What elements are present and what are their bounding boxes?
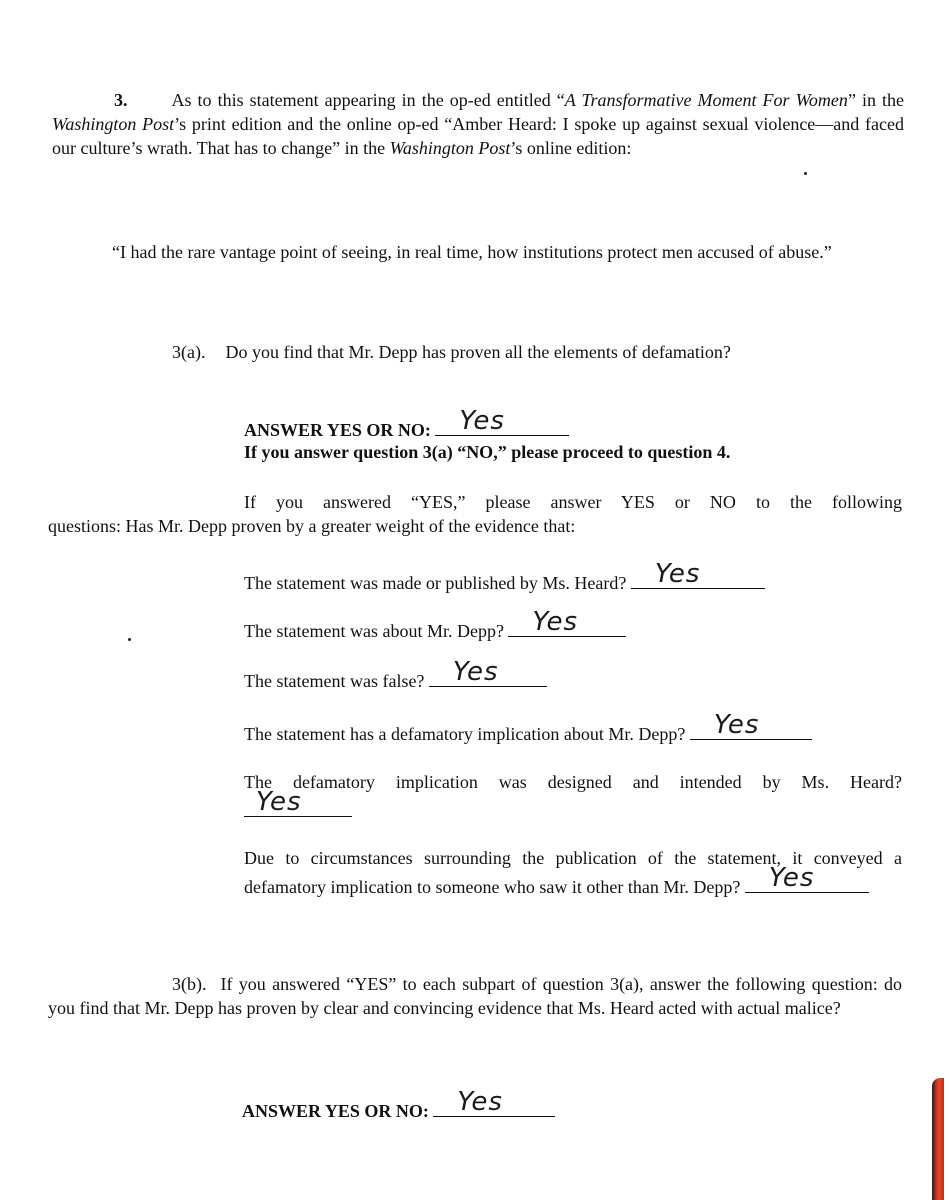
question-3a-label: 3(a). <box>172 342 206 362</box>
washington-post-name: Washington Post <box>389 138 511 158</box>
question-3b-text: If you answered “YES” to each subpart of question 3(a), answer the following question: do you find that Mr. Depp has proven by clear and convincing evidence that Ms. Heard acted with actual malice? <box>48 974 902 1018</box>
element-answer-field[interactable] <box>631 559 765 589</box>
element-about-depp-row <box>244 607 884 643</box>
element-published-row <box>244 559 884 595</box>
handwritten-answer: Yes <box>457 1087 503 1117</box>
question-3b-label: 3(b). <box>172 974 207 994</box>
if-yes-instruction-line1: If you answered “YES,” please answer YES or NO to the following <box>244 492 902 512</box>
handwritten-answer: Yes <box>713 710 760 740</box>
element-question: Due to circumstances surrounding the publication of the statement, it conveyed a defamatory implication to someone who saw it other than Mr. Depp? <box>244 848 902 897</box>
op-ed-title: A Transformative Moment For Women <box>564 90 848 110</box>
washington-post-name: Washington Post <box>52 114 175 134</box>
element-question: The statement has a defamatory implication about Mr. Depp? <box>244 724 686 744</box>
element-question: The statement was false? <box>244 671 425 691</box>
answer-3b-row <box>242 1087 662 1123</box>
q3-intro-text-1: As to this statement appearing in the op-ed entitled “ <box>171 90 565 110</box>
element-answer-field[interactable] <box>690 710 812 740</box>
question-3a-text: Do you find that Mr. Depp has proven all the elements of defamation? <box>225 342 731 362</box>
element-answer-field[interactable] <box>508 607 626 637</box>
element-conveyed-question <box>244 846 902 899</box>
answer-3a-field[interactable] <box>435 406 569 436</box>
question-3-number: 3. <box>114 90 128 110</box>
handwritten-answer: Yes <box>452 657 499 687</box>
handwritten-answer: Yes <box>459 406 505 436</box>
handwritten-answer: Yes <box>256 787 302 817</box>
quoted-statement: “I had the rare vantage point of seeing, in real time, how institutions protect men accused of abuse.” <box>112 242 832 262</box>
answer-3b-field[interactable] <box>433 1087 555 1117</box>
handwritten-answer: Yes <box>654 559 701 589</box>
handwritten-answer: Yes <box>532 607 579 637</box>
answer-3a-row <box>244 406 664 442</box>
element-false-row <box>244 657 884 693</box>
element-question: The statement was made or published by Ms. Heard? <box>244 573 627 593</box>
scan-speck <box>128 638 131 641</box>
element-implication-row <box>244 710 904 746</box>
red-marker-stroke <box>932 1078 944 1200</box>
question-3-intro <box>52 88 904 160</box>
scan-speck <box>804 172 807 175</box>
handwritten-answer: Yes <box>768 863 815 893</box>
q3-intro-text-3: ’s print edition and the online op-ed “Amber Heard: I spoke up against sexual violence—and faced our culture’s wrath. That has to change” in the <box>52 114 904 158</box>
if-yes-instruction-line2: questions: Has Mr. Depp proven by a greater weight of the evidence that: <box>48 516 576 536</box>
answer-prompt: ANSWER YES OR NO: <box>242 1101 429 1121</box>
q3-intro-text-4: ’s online edition: <box>510 138 632 158</box>
element-answer-field[interactable] <box>244 787 352 817</box>
answer-prompt: ANSWER YES OR NO: <box>244 420 431 440</box>
q3-intro-text-2: ” in the <box>847 90 904 110</box>
if-no-instruction: If you answer question 3(a) “NO,” please proceed to question 4. <box>244 442 731 462</box>
question-3a <box>172 340 892 364</box>
element-designed-question: The defamatory implication was designed and intended by Ms. Heard? <box>244 772 902 792</box>
element-question: The statement was about Mr. Depp? <box>244 621 504 641</box>
element-answer-field[interactable] <box>429 657 547 687</box>
question-3b <box>48 972 902 1020</box>
element-answer-field[interactable] <box>745 863 869 893</box>
element-designed-answer-row <box>244 787 444 823</box>
